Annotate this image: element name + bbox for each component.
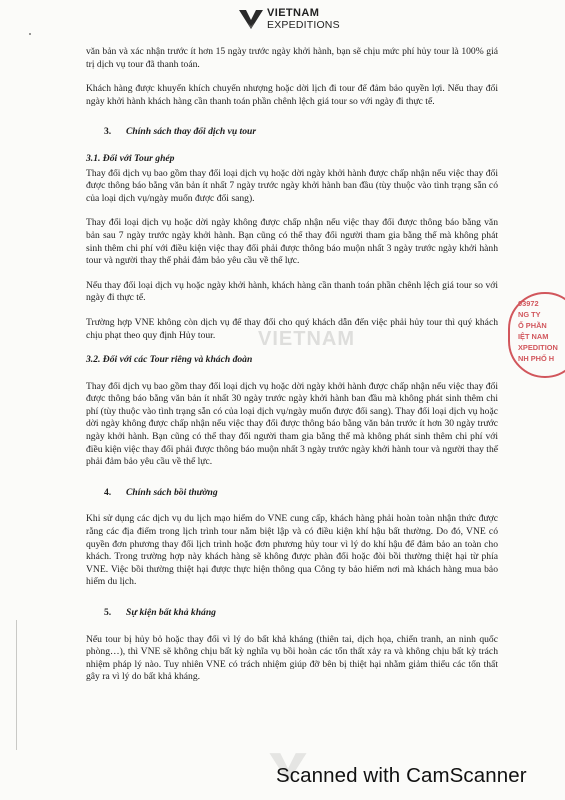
brand-name: VIETNAM <box>267 7 320 19</box>
stamp-line: NH PHỐ H <box>518 354 555 363</box>
section-number: 4. <box>104 486 112 498</box>
mountain-logo-icon <box>238 8 264 30</box>
company-stamp <box>508 292 565 378</box>
paragraph: Nếu thay đổi loại dịch vụ hoặc ngày khởi hành, khách hàng cần thanh toán phần chênh lệch giá tour so với ngày đi thực tế. <box>86 279 498 304</box>
paragraph: Khách hàng được khuyến khích chuyển nhượng hoặc dời lịch đi tour để đảm bảo quyền lợi. Nếu thay đổi ngày khởi hành khách hàng cần thanh toán phần chênh lệch giá tour so với ngày đi thực tế. <box>86 83 498 107</box>
paragraph: Khi sử dụng các dịch vụ du lịch mạo hiểm do VNE cung cấp, khách hàng phải hoàn toàn nhận thức được rằng các địa điểm trong lịch trình tour nằm biệt lập và có điều kiện khí hậu bất thường. Do đó, VNE có quyền đơn phương thay đổi lịch trình hoặc đơn phương hủy tour vì lý do khí hậu để đảm bảo an toàn cho khách. Trong trường hợp này khách hàng sẽ không được phàn đối hoặc đòi bồi thường thiệt hại từ phía VNE. Việc bồi thường thiệt hại được thực hiện thông qua Công ty bảo hiểm nơi mà khách hàng mua bảo hiểm du lịch. <box>86 513 498 588</box>
page-fold-line <box>16 620 17 750</box>
scanner-watermark: Scanned with CamScanner <box>276 764 527 787</box>
watermark-text: VIETNAM <box>258 328 355 350</box>
stamp-line: 03972 <box>518 299 539 308</box>
paragraph: văn bản và xác nhận trước ít hơn 15 ngày trước ngày khởi hành, bạn sẽ chịu mức phí hủy tour là 100% giá trị dịch vụ tour đã thanh toán. <box>86 46 498 70</box>
brand-subname: EXPEDITIONS <box>267 19 340 31</box>
section-heading <box>86 126 498 139</box>
paragraph: Thay đổi dịch vụ bao gồm thay đổi loại dịch vụ hoặc dời ngày khởi hành được chấp nhận nếu việc thay đổi được thông báo bằng văn bản ít nhất 30 ngày trước ngày khởi hành ban đầu mà không phát sinh thêm chi phí (tùy thuộc vào tình trạng sẵn có của loại dịch vụ/ngày muốn được đổi sang). Thay đổi loại dịch vụ hoặc dời ngày không được chấp nhận nếu việc thay đổi được thông báo bằng văn bản trước ít hơn 30 ngày trước ngày khởi hành. Bạn cũng có thể thay đổi người tham gia bằng thế mà không phát sinh thêm chi phí với điều kiện việc thay đổi phải được thông báo muộn nhất 3 ngày trước ngày khởi hành tour và người thay thế phải đảm bảo yêu cầu về thể lực. <box>86 380 498 468</box>
subsection-heading: 3.2. Đối với các Tour riêng và khách đoàn <box>86 354 253 366</box>
paragraph: Trường hợp VNE không còn dịch vụ để thay đổi cho quý khách dẫn đến việc phải hủy tour thì quý khách chịu phạt theo quy định Hủy tour. <box>86 316 498 341</box>
section-title: Sự kiện bất khả kháng <box>126 607 216 618</box>
paragraph: Thay đổi loại dịch vụ hoặc dời ngày không được chấp nhận nếu việc thay đổi được thông báo bằng văn bản sau 7 ngày trước ngày khởi hành. Bạn cũng có thể thay đổi người tham gia bằng thế mà không phát sinh thêm chi phí với điều kiện việc thay đổi phải được thông báo muộn nhất 3 ngày trước ngày khởi hành tour và người thay thế phải đảm bảo yêu cầu về thể lực. <box>86 217 498 267</box>
section-number: 3. <box>104 126 112 138</box>
subsection-heading: 3.1. Đối với Tour ghép <box>86 152 175 164</box>
paragraph: Thay đổi dịch vụ bao gồm thay đổi loại dịch vụ hoặc dời ngày khởi hành được chấp nhận nếu việc thay đổi được thông báo bằng văn bản ít nhất 7 ngày trước ngày khởi hành ban đầu (tùy thuộc vào tình trạng sẵn có của loại dịch vụ/ngày muốn được đổi sang). <box>86 167 498 204</box>
stamp-line: NG TY <box>518 310 541 319</box>
section-heading <box>86 487 498 500</box>
section-number: 5. <box>104 607 112 618</box>
section-heading <box>86 607 498 620</box>
stamp-line: IỆT NAM <box>518 332 549 341</box>
stamp-line: Ổ PHẦN <box>518 321 547 330</box>
section-title: Chính sách thay đổi dịch vụ tour <box>126 126 257 138</box>
document-body <box>86 46 498 696</box>
stamp-line: XPEDITION <box>518 343 558 352</box>
company-logo <box>238 4 340 34</box>
section-title: Chính sách bồi thường <box>126 486 218 498</box>
paragraph: Nếu tour bị hủy bỏ hoặc thay đổi vì lý do bất khả kháng (thiên tai, dịch họa, chiến tranh, an ninh quốc phòng…), thì VNE sẽ không chịu bất kỳ nghĩa vụ bồi hoàn các tổn thất xảy ra và không chịu bất kỳ trách nhiệm pháp lý nào. Tuy nhiên VNE có trách nhiệm giúp đỡ bên bị thiệt hại nhằm giảm thiểu các tổn thất gây ra vì lý do bất khả kháng. <box>86 633 498 683</box>
scan-speck <box>29 33 31 35</box>
